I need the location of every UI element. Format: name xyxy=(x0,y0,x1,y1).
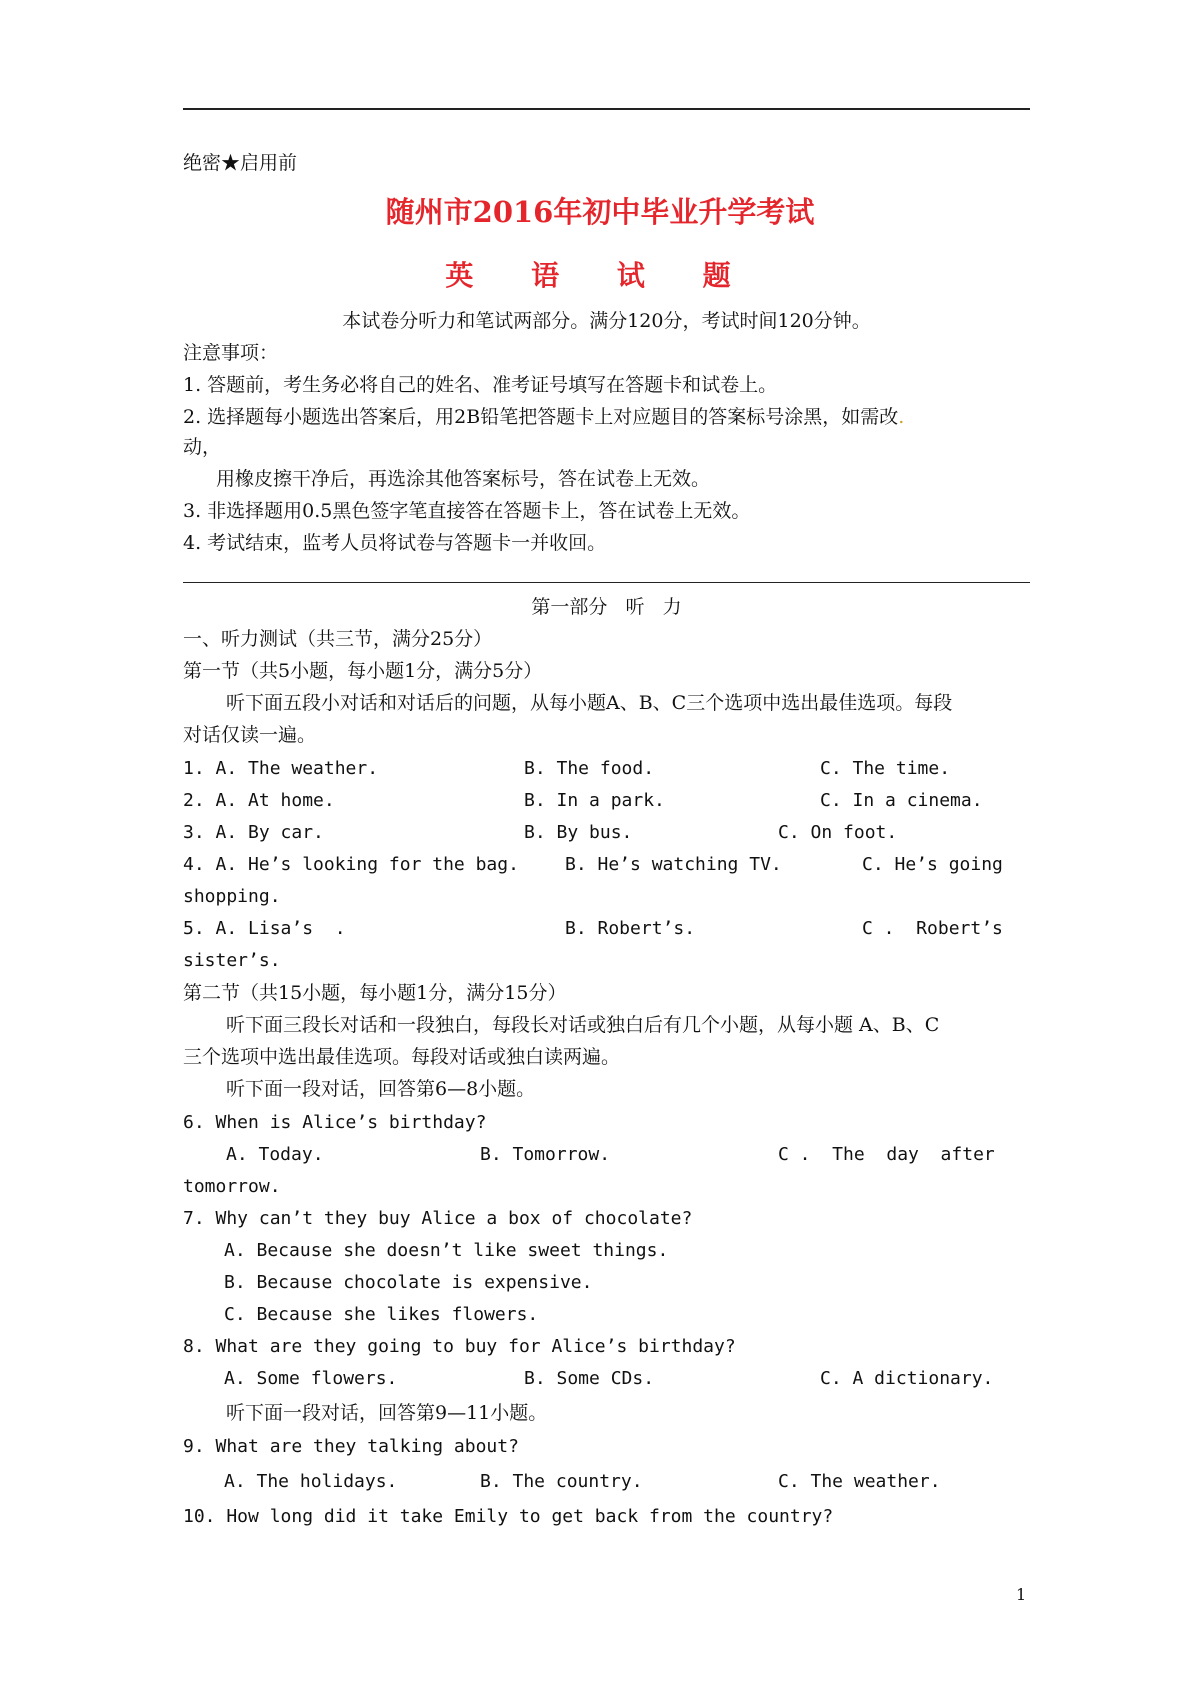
q7-option-a: A. Because she doesn’t like sweet things. xyxy=(224,1240,669,1261)
q8-option-b: B. Some CDs. xyxy=(524,1368,655,1389)
section-rule xyxy=(183,582,1030,583)
q4-option-b: B. He’s watching TV. xyxy=(565,854,782,875)
q4-option-c: C. He’s going xyxy=(862,854,1003,875)
exam-subtitle: 英 语 试 题 xyxy=(445,259,755,292)
q9-option-c: C. The weather. xyxy=(778,1471,941,1492)
notes-heading: 注意事项： xyxy=(183,342,279,364)
note-item-4: 4. 考试结束，监考人员将试卷与答题卡一并收回。 xyxy=(183,532,607,554)
q9-stem: 9. What are they talking about? xyxy=(183,1436,519,1457)
q7-stem: 7. Why can’t they buy Alice a box of chocolate? xyxy=(183,1208,693,1229)
note-item-2 xyxy=(183,404,904,430)
q3-option-c: C. On foot. xyxy=(778,822,898,843)
q10-stem: 10. How long did it take Emily to get back from the country? xyxy=(183,1506,834,1527)
q4-option-c-cont: shopping. xyxy=(183,886,281,907)
note-item-2-cont: 动， xyxy=(183,436,222,458)
q5-option-a: 5. A. Lisa’s . xyxy=(183,918,346,939)
sec2-instructions: 听下面三段长对话和一段独白，每段长对话或独白后有几个小题，从每小题 A、B、C xyxy=(226,1014,940,1036)
q4-option-a: 4. A. He’s looking for the bag. xyxy=(183,854,519,875)
q6-option-b: B. Tomorrow. xyxy=(480,1144,611,1165)
q2-option-b: B. In a park. xyxy=(524,790,665,811)
q8-stem: 8. What are they going to buy for Alice’s birthday? xyxy=(183,1336,736,1357)
q6-option-c: C . The day after xyxy=(778,1144,995,1165)
q2-option-c: C. In a cinema. xyxy=(820,790,983,811)
sec2-title: 第二节（共15小题，每小题1分，满分15分） xyxy=(183,982,567,1004)
listen-9-11: 听下面一段对话，回答第9—11小题。 xyxy=(226,1402,548,1424)
sec1-instructions-cont: 对话仅读一遍。 xyxy=(183,724,317,746)
secret-label: 绝密★启用前 xyxy=(183,152,298,174)
q2-option-a: 2. A. At home. xyxy=(183,790,335,811)
top-rule xyxy=(183,108,1030,110)
intro-text: 本试卷分听力和笔试两部分。满分120分，考试时间120分钟。 xyxy=(342,310,871,332)
sec1-instructions: 听下面五段小对话和对话后的问题，从每小题A、B、C三个选项中选出最佳选项。每段 xyxy=(226,692,953,714)
q5-option-b: B. Robert’s. xyxy=(565,918,696,939)
q6-stem: 6. When is Alice’s birthday? xyxy=(183,1112,487,1133)
mark-dot: . xyxy=(898,406,905,428)
q8-option-a: A. Some flowers. xyxy=(224,1368,398,1389)
q3-option-b: B. By bus. xyxy=(524,822,633,843)
q7-option-b: B. Because chocolate is expensive. xyxy=(224,1272,593,1293)
exam-title: 随州市2016年初中毕业升学考试 xyxy=(385,195,815,229)
q1-option-b: B. The food. xyxy=(524,758,655,779)
q7-option-c: C. Because she likes flowers. xyxy=(224,1304,539,1325)
q1-option-a: 1. A. The weather. xyxy=(183,758,379,779)
note-item-3: 3. 非选择题用0.5黑色签字笔直接答在答题卡上，答在试卷上无效。 xyxy=(183,500,751,522)
q9-option-b: B. The country. xyxy=(480,1471,643,1492)
note-item-2-text: 2. 选择题每小题选出答案后，用2B铅笔把答题卡上对应题目的答案标号涂黑，如需改 xyxy=(183,406,899,428)
q8-option-c: C. A dictionary. xyxy=(820,1368,994,1389)
page-number: 1 xyxy=(1016,1585,1027,1604)
note-item-1: 1. 答题前，考生务必将自己的姓名、准考证号填写在答题卡和试卷上。 xyxy=(183,374,778,396)
part1-heading: 第一部分 听 力 xyxy=(531,596,682,618)
note-item-2-cont2: 用橡皮擦干净后，再选涂其他答案标号，答在试卷上无效。 xyxy=(216,468,711,490)
q5-option-c-cont: sister’s. xyxy=(183,950,281,971)
q6-option-a: A. Today. xyxy=(226,1144,324,1165)
q9-option-a: A. The holidays. xyxy=(224,1471,398,1492)
q1-option-c: C. The time. xyxy=(820,758,951,779)
q6-option-c-cont: tomorrow. xyxy=(183,1176,281,1197)
sec1-title: 第一节（共5小题，每小题1分，满分5分） xyxy=(183,660,543,682)
q5-option-c: C . Robert’s xyxy=(862,918,1003,939)
sec2-instructions-cont: 三个选项中选出最佳选项。每段对话或独白读两遍。 xyxy=(183,1046,621,1068)
q3-option-a: 3. A. By car. xyxy=(183,822,324,843)
listening-section: 一、听力测试（共三节，满分25分） xyxy=(183,628,493,650)
listen-6-8: 听下面一段对话，回答第6—8小题。 xyxy=(226,1078,536,1100)
